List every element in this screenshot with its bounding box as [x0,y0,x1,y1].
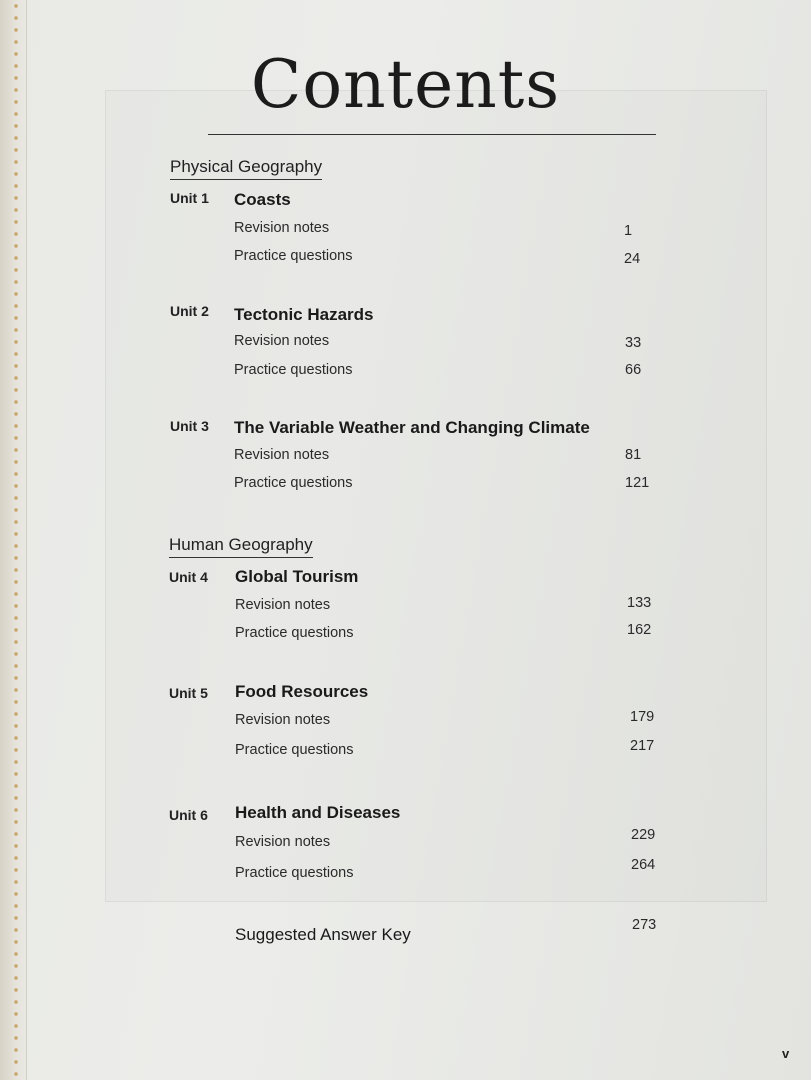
unit-title-coasts: Coasts [234,190,291,209]
show-through-background [105,90,767,902]
page-number: 33 [625,335,642,351]
page-number: 133 [627,595,652,611]
unit-number: Unit 1 [170,190,209,206]
unit-number: Unit 3 [170,418,209,434]
entry-revision-notes: Revision notes [234,220,330,236]
page-number: 1 [624,223,633,239]
entry-revision-notes: Revision notes [235,597,331,613]
entry-practice-questions: Practice questions [234,362,353,378]
unit-title-health-and-diseases: Health and Diseases [235,803,401,822]
title-underline [208,134,656,135]
page-number: 66 [625,362,642,378]
spiral-binding [0,0,27,1080]
page-number: 121 [625,475,650,491]
entry-practice-questions: Practice questions [234,475,353,491]
page-number: 162 [627,622,652,638]
entry-revision-notes: Revision notes [235,712,331,728]
unit-number: Unit 5 [169,685,208,701]
answer-key-page: 273 [632,917,657,933]
page-number: 179 [630,709,655,725]
unit-number: Unit 2 [170,303,209,319]
unit-number: Unit 6 [169,807,208,823]
entry-revision-notes: Revision notes [234,333,330,349]
entry-revision-notes: Revision notes [235,834,331,850]
entry-revision-notes: Revision notes [234,447,330,463]
page-number: 264 [631,857,656,873]
unit-title-global-tourism: Global Tourism [235,567,359,586]
page-number: 81 [625,447,642,463]
section-heading-human-geography: Human Geography [169,535,313,558]
unit-title-tectonic-hazards: Tectonic Hazards [234,305,374,324]
entry-practice-questions: Practice questions [235,865,354,881]
page-number: 217 [630,738,655,754]
page-number: 229 [631,827,656,843]
section-heading-physical-geography: Physical Geography [170,157,322,180]
answer-key-label: Suggested Answer Key [235,925,411,944]
unit-title-food-resources: Food Resources [235,682,369,701]
entry-practice-questions: Practice questions [234,248,353,264]
unit-title-variable-weather: The Variable Weather and Changing Climate [234,418,590,437]
entry-practice-questions: Practice questions [235,742,354,758]
page-number: 24 [624,251,641,267]
page-title: Contents [250,46,561,123]
binding-holes [12,0,20,1080]
folio-page-number: v [782,1046,790,1061]
unit-number: Unit 4 [169,569,208,585]
entry-practice-questions: Practice questions [235,625,354,641]
